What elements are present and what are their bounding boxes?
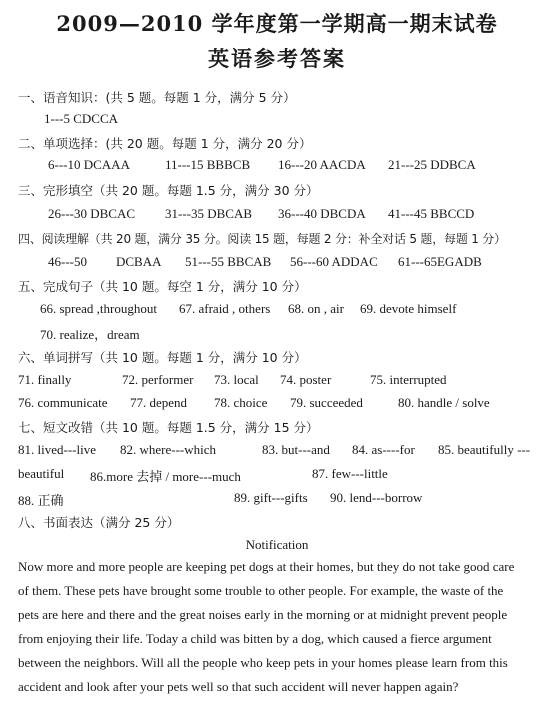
answer-68: 68. on , air: [288, 301, 344, 316]
answer-81: 81. lived---live: [18, 442, 96, 457]
answer-79: 79. succeeded: [290, 395, 363, 410]
answer-36-40: 36---40 DBCDA: [278, 206, 366, 221]
essay-line: pets are here and there and the great noises early in the morning or at midnight prevent people: [18, 607, 508, 622]
answer-71: 71. finally: [18, 372, 72, 387]
answer-74: 74. poster: [280, 372, 332, 387]
answer-73: 73. local: [214, 372, 259, 387]
document-title: 2009—2010 学年度第一学期高一期末试卷: [56, 11, 498, 36]
essay-line: of them. These pets have brought some trouble to other people. For example, the waste of the: [18, 583, 504, 598]
answer-31-35: 31---35 DBCAB: [165, 206, 253, 221]
answer-66: 66. spread ,throughout: [40, 301, 157, 316]
essay-title: Notification: [245, 537, 309, 552]
answer-56-60: 56---60 ADDAC: [290, 254, 378, 269]
answer-86: 86.more 去掉 / more---much: [90, 469, 241, 484]
section-5-heading: 五、完成句子（共 10 题。每空 1 分，满分 10 分）: [18, 279, 307, 294]
answer-21-25: 21---25 DDBCA: [388, 157, 476, 172]
essay-line: Now more and more people are keeping pet dogs at their homes, but they do not take good care: [18, 559, 515, 574]
answer-84: 84. as----for: [352, 442, 415, 457]
answer-76: 76. communicate: [18, 395, 108, 410]
answer-51-55: 51---55 BBCAB: [185, 254, 272, 269]
answer-70: 70. realize，dream: [40, 327, 140, 342]
section-8-heading: 八、书面表达（满分 25 分）: [18, 515, 180, 530]
answer-69: 69. devote himself: [360, 301, 457, 316]
answer-6-10: 6---10 DCAAA: [48, 157, 130, 172]
section-3-heading: 三、完形填空（共 20 题。每题 1.5 分，满分 30 分）: [18, 183, 319, 198]
answer-67: 67. afraid , others: [179, 301, 271, 316]
essay-line: from enjoying their life. Today a child was bitten by a dog, which caused a fierce argument: [18, 631, 492, 646]
section-2-heading: 二、单项选择：(共 20 题。每题 1 分，满分 20 分）: [18, 136, 312, 151]
answer-72: 72. performer: [122, 372, 194, 387]
answer-26-30: 26---30 DBCAC: [48, 206, 136, 221]
answer-83: 83. but---and: [262, 442, 330, 457]
section-6-heading: 六、单词拼写（共 10 题。每题 1 分，满分 10 分）: [18, 350, 307, 365]
document-subtitle: 英语参考答案: [208, 46, 346, 71]
answer-80: 80. handle / solve: [398, 395, 490, 410]
answer-78: 78. choice: [214, 395, 268, 410]
answer-46-50: DCBAA: [116, 254, 162, 269]
answer-16-20: 16---20 AACDA: [278, 157, 366, 172]
essay-line: between the neighbors. Will all the people who keep pets in your homes please learn from this: [18, 655, 508, 670]
answer-46-50-label: 46---50: [48, 254, 87, 269]
answer-41-45: 41---45 BBCCD: [388, 206, 475, 221]
answer-88: 88. 正确: [18, 493, 64, 508]
answer-77: 77. depend: [130, 395, 188, 410]
essay-line: accident and look after your pets well so that such accident will never happen again?: [18, 679, 459, 694]
answer-87: 87. few---little: [312, 466, 388, 481]
answer-61-65: 61---65EGADB: [398, 254, 482, 269]
answer-11-15: 11---15 BBBCB: [165, 157, 251, 172]
answer-75: 75. interrupted: [370, 372, 447, 387]
answer-82: 82. where---which: [120, 442, 217, 457]
answer-85-cont: beautiful: [18, 466, 65, 481]
answer-89: 89. gift---gifts: [234, 490, 308, 505]
answer-1-5: 1---5 CDCCA: [44, 111, 119, 126]
section-1-heading: 一、语音知识：(共 5 题。每题 1 分，满分 5 分）: [18, 90, 296, 105]
answer-90: 90. lend---borrow: [330, 490, 423, 505]
answer-85: 85. beautifully ---: [438, 442, 531, 457]
section-4-heading: 四、阅读理解（共 20 题，满分 35 分。阅读 15 题，每题 2 分：补全对话 5 题，每题 1 分）: [18, 232, 506, 246]
section-7-heading: 七、短文改错（共 10 题。每题 1.5 分，满分 15 分）: [18, 420, 319, 435]
